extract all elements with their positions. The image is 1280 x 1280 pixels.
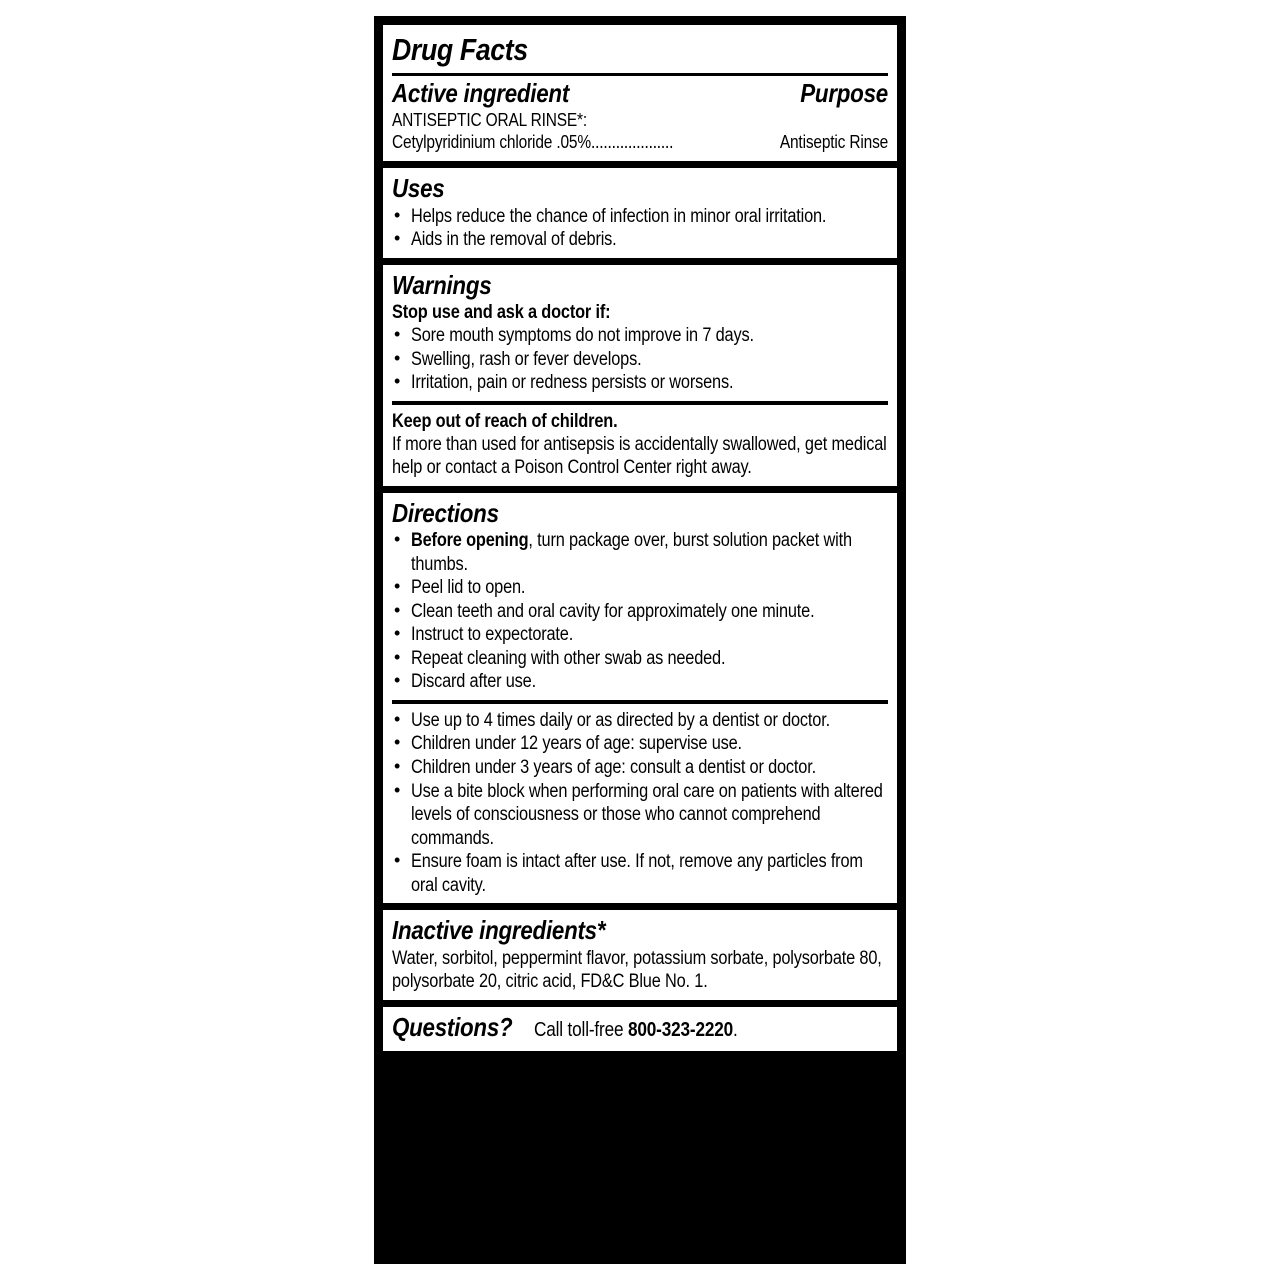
keep-out-of-reach-text: If more than used for antisepsis is accidentally swallowed, get medical help or contact a Poison Control Center right away. bbox=[392, 433, 887, 479]
list-item: • Use a bite block when performing oral care on patients with altered levels of consciousness or those who cannot comprehend commands. bbox=[392, 780, 888, 851]
list-item: • Instruct to expectorate. bbox=[392, 623, 888, 647]
list-item: • Aids in the removal of debris. bbox=[392, 228, 888, 252]
list-item: • Swelling, rash or fever develops. bbox=[392, 348, 888, 372]
active-ingredient-heading: Active ingredient bbox=[392, 77, 570, 108]
directions-secondary-list bbox=[392, 709, 888, 897]
title-divider bbox=[392, 73, 888, 76]
phone-period: . bbox=[733, 1018, 738, 1041]
stop-use-list bbox=[392, 324, 888, 395]
bullet-bold-lead: Before opening bbox=[411, 530, 529, 552]
bullet-text: , turn package over, burst solution packet with thumbs. bbox=[411, 530, 852, 575]
questions-block bbox=[383, 1007, 897, 1051]
page-title: Drug Facts bbox=[392, 32, 528, 67]
list-item bbox=[392, 529, 888, 576]
questions-contact-text bbox=[534, 1019, 738, 1042]
list-item: • Sore mouth symptoms do not improve in 7 days. bbox=[392, 324, 888, 348]
warnings-internal-divider bbox=[392, 401, 888, 405]
directions-primary-list bbox=[392, 529, 888, 694]
active-ingredient-purpose-value: Antiseptic Rinse bbox=[779, 132, 889, 153]
list-item: • Ensure foam is intact after use. If not, remove any particles from oral cavity. bbox=[392, 850, 888, 897]
uses-heading: Uses bbox=[392, 173, 445, 204]
list-item: • Children under 3 years of age: consult a dentist or doctor. bbox=[392, 756, 888, 780]
questions-heading: Questions? bbox=[392, 1011, 513, 1042]
active-ingredient-leader-row bbox=[392, 131, 888, 155]
list-item: • Repeat cleaning with other swab as needed. bbox=[392, 647, 888, 671]
questions-line bbox=[392, 1010, 888, 1045]
active-ingredient-group-label: ANTISEPTIC ORAL RINSE*: bbox=[392, 109, 588, 130]
drug-facts-panel bbox=[374, 16, 906, 1264]
title-and-active-ingredient-block bbox=[383, 25, 897, 161]
uses-list bbox=[392, 205, 888, 252]
list-item: • Peel lid to open. bbox=[392, 576, 888, 600]
list-item: • Irritation, pain or redness persists or worsens. bbox=[392, 371, 888, 395]
directions-internal-divider bbox=[392, 700, 888, 704]
inactive-ingredients-block bbox=[383, 910, 897, 999]
inactive-ingredients-heading: Inactive ingredients* bbox=[392, 915, 606, 946]
list-item: • Clean teeth and oral cavity for approximately one minute. bbox=[392, 600, 888, 624]
directions-heading: Directions bbox=[392, 497, 499, 528]
phone-number: 800-323-2220 bbox=[627, 1018, 734, 1041]
list-item: • Discard after use. bbox=[392, 670, 888, 694]
stop-use-subheading: Stop use and ask a doctor if: bbox=[392, 301, 611, 323]
list-item: • Use up to 4 times daily or as directed by a dentist or doctor. bbox=[392, 709, 888, 733]
uses-block bbox=[383, 168, 897, 257]
list-item: • Helps reduce the chance of infection in minor oral irritation. bbox=[392, 205, 888, 229]
call-toll-free-label: Call toll-free bbox=[534, 1018, 624, 1041]
active-ingredient-header-row bbox=[392, 78, 888, 109]
warnings-heading: Warnings bbox=[392, 269, 492, 300]
warnings-block bbox=[383, 265, 897, 486]
directions-block bbox=[383, 493, 897, 903]
purpose-heading: Purpose bbox=[800, 77, 888, 108]
active-ingredient-name: Cetylpyridinium chloride .05% bbox=[392, 132, 591, 153]
leader-dots: .................... bbox=[590, 132, 674, 154]
list-item: • Children under 12 years of age: supervise use. bbox=[392, 732, 888, 756]
keep-out-of-reach-subheading: Keep out of reach of children. bbox=[392, 410, 618, 432]
inactive-ingredients-text: Water, sorbitol, peppermint flavor, potassium sorbate, polysorbate 80, polysorbate 20, citric acid, FD&C Blue No. 1. bbox=[392, 947, 882, 993]
